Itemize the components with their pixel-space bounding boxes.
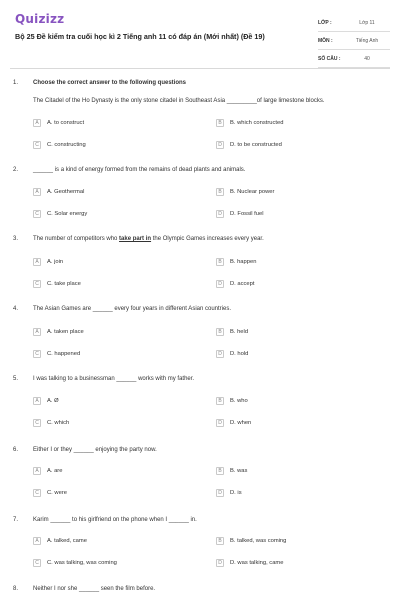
worksheet-title: Bộ 25 Đề kiểm tra cuối học kì 2 Tiếng anh 11 có đáp án (Mới nhất) (Đề 19)	[15, 32, 265, 41]
option-a[interactable]	[33, 328, 84, 336]
option-letter-box: B	[216, 328, 224, 336]
option-letter-box: D	[216, 280, 224, 288]
option-text: A. Geothermal	[47, 189, 85, 195]
option-text: D. is	[230, 490, 242, 496]
option-letter-box: D	[216, 559, 224, 567]
option-text: A. Ø	[47, 398, 59, 404]
option-text: C. happened	[47, 351, 81, 357]
option-a[interactable]	[33, 397, 59, 405]
option-text: D. hold	[230, 351, 249, 357]
option-text: A. join	[47, 259, 64, 265]
option-text: B. was	[230, 468, 248, 474]
option-c[interactable]	[33, 280, 81, 288]
option-b[interactable]	[216, 467, 247, 475]
option-letter-box: A	[33, 119, 41, 127]
meta-value: Lớp 11	[359, 19, 375, 26]
question-number: 4.	[13, 306, 19, 312]
option-text: B. which constructed	[230, 120, 284, 126]
option-text: B. held	[230, 329, 249, 335]
option-a[interactable]	[33, 537, 87, 545]
option-text: B. who	[230, 398, 248, 404]
question-number: 8.	[13, 586, 19, 592]
option-letter-box: C	[33, 280, 41, 288]
option-letter-box: C	[33, 210, 41, 218]
question-text-after: the Olympic Games increases every year.	[151, 236, 264, 242]
option-text: C. Solar energy	[47, 211, 88, 217]
meta-key: MÔN :	[318, 37, 333, 44]
option-letter-box: A	[33, 328, 41, 336]
option-a[interactable]	[33, 119, 84, 127]
option-text: C. were	[47, 490, 67, 496]
option-text: D. to be constructed	[230, 142, 282, 148]
option-text: D. accept	[230, 281, 255, 287]
question-text: The Citadel of the Ho Dynasty is the only stone citadel in Southeast Asia _________of large limestone blocks.	[33, 98, 325, 104]
meta-row-class	[318, 14, 390, 32]
question-text: Either I or they ______ enjoying the party now.	[33, 447, 157, 453]
option-text: A. talked, came	[47, 538, 87, 544]
option-letter-box: A	[33, 188, 41, 196]
option-text: C. constructing	[47, 142, 86, 148]
option-a[interactable]	[33, 188, 84, 196]
option-b[interactable]	[216, 328, 248, 336]
option-text: B. happen	[230, 259, 257, 265]
option-letter-box: B	[216, 258, 224, 266]
question-number: 6.	[13, 447, 19, 453]
option-letter-box: A	[33, 537, 41, 545]
option-c[interactable]	[33, 210, 87, 218]
option-text: C. take place	[47, 281, 81, 287]
option-d[interactable]	[216, 559, 283, 567]
option-c[interactable]	[33, 350, 80, 358]
question-text: Karim ______ to his girlfriend on the phone when I ______ in.	[33, 517, 197, 523]
question-number: 7.	[13, 517, 19, 523]
option-letter-box: B	[216, 119, 224, 127]
option-c[interactable]	[33, 559, 117, 567]
option-letter-box: C	[33, 419, 41, 427]
option-c[interactable]	[33, 489, 67, 497]
question-number: 2.	[13, 167, 19, 173]
option-letter-box: B	[216, 537, 224, 545]
option-b[interactable]	[216, 119, 284, 127]
meta-key: LỚP :	[318, 19, 332, 26]
option-letter-box: C	[33, 141, 41, 149]
question-text: ______ is a kind of energy formed from the remains of dead plants and animals.	[33, 167, 246, 173]
option-letter-box: A	[33, 397, 41, 405]
question-text: I was talking to a businessman ______ works with my father.	[33, 376, 195, 382]
option-c[interactable]	[33, 419, 69, 427]
option-c[interactable]	[33, 141, 86, 149]
option-letter-box: A	[33, 258, 41, 266]
option-text: D. was talking, came	[230, 560, 284, 566]
question-text-before: The number of competitors who	[33, 236, 120, 242]
header-divider	[10, 68, 390, 69]
underlined-phrase: take part in	[119, 236, 152, 242]
question-text: Neither I nor she ______ seen the film before.	[33, 586, 156, 592]
option-b[interactable]	[216, 258, 256, 266]
option-text: D. when	[230, 420, 252, 426]
option-d[interactable]	[216, 350, 248, 358]
option-letter-box: D	[216, 419, 224, 427]
question-number: 3.	[13, 236, 19, 242]
option-letter-box: B	[216, 467, 224, 475]
option-a[interactable]	[33, 258, 63, 266]
option-letter-box: C	[33, 350, 41, 358]
option-text: B. talked, was coming	[230, 538, 287, 544]
option-text: D. Fossil fuel	[230, 211, 264, 217]
option-letter-box: D	[216, 141, 224, 149]
option-letter-box: A	[33, 467, 41, 475]
option-b[interactable]	[216, 537, 286, 545]
question-number: 5.	[13, 376, 19, 382]
option-letter-box: D	[216, 350, 224, 358]
option-letter-box: C	[33, 489, 41, 497]
option-text: A. taken place	[47, 329, 84, 335]
option-d[interactable]	[216, 141, 282, 149]
meta-table	[318, 14, 390, 68]
option-d[interactable]	[216, 280, 255, 288]
question-number: 1.	[13, 80, 19, 86]
option-d[interactable]	[216, 210, 264, 218]
option-letter-box: D	[216, 210, 224, 218]
meta-key: SỐ CÂU :	[318, 55, 341, 62]
option-text: B. Nuclear power	[230, 189, 275, 195]
question-text	[33, 236, 264, 242]
meta-row-count	[318, 50, 390, 68]
option-text: C. which	[47, 420, 70, 426]
option-letter-box: B	[216, 188, 224, 196]
option-a[interactable]	[33, 467, 62, 475]
quizizz-logo: Quizizz	[15, 12, 65, 26]
option-d[interactable]	[216, 489, 242, 497]
option-text: A. are	[47, 468, 63, 474]
question-instruction: Choose the correct answer to the following questions	[33, 80, 187, 86]
option-letter-box: B	[216, 397, 224, 405]
option-b[interactable]	[216, 397, 248, 405]
option-d[interactable]	[216, 419, 251, 427]
meta-value: Tiếng Anh	[355, 37, 379, 44]
option-letter-box: C	[33, 559, 41, 567]
option-b[interactable]	[216, 188, 274, 196]
meta-value: 40	[364, 55, 370, 62]
meta-row-subject	[318, 32, 390, 50]
question-text: The Asian Games are ______ every four years in different Asian countries.	[33, 306, 231, 312]
option-text: A. to construct	[47, 120, 85, 126]
option-letter-box: D	[216, 489, 224, 497]
option-text: C. was talking, was coming	[47, 560, 117, 566]
